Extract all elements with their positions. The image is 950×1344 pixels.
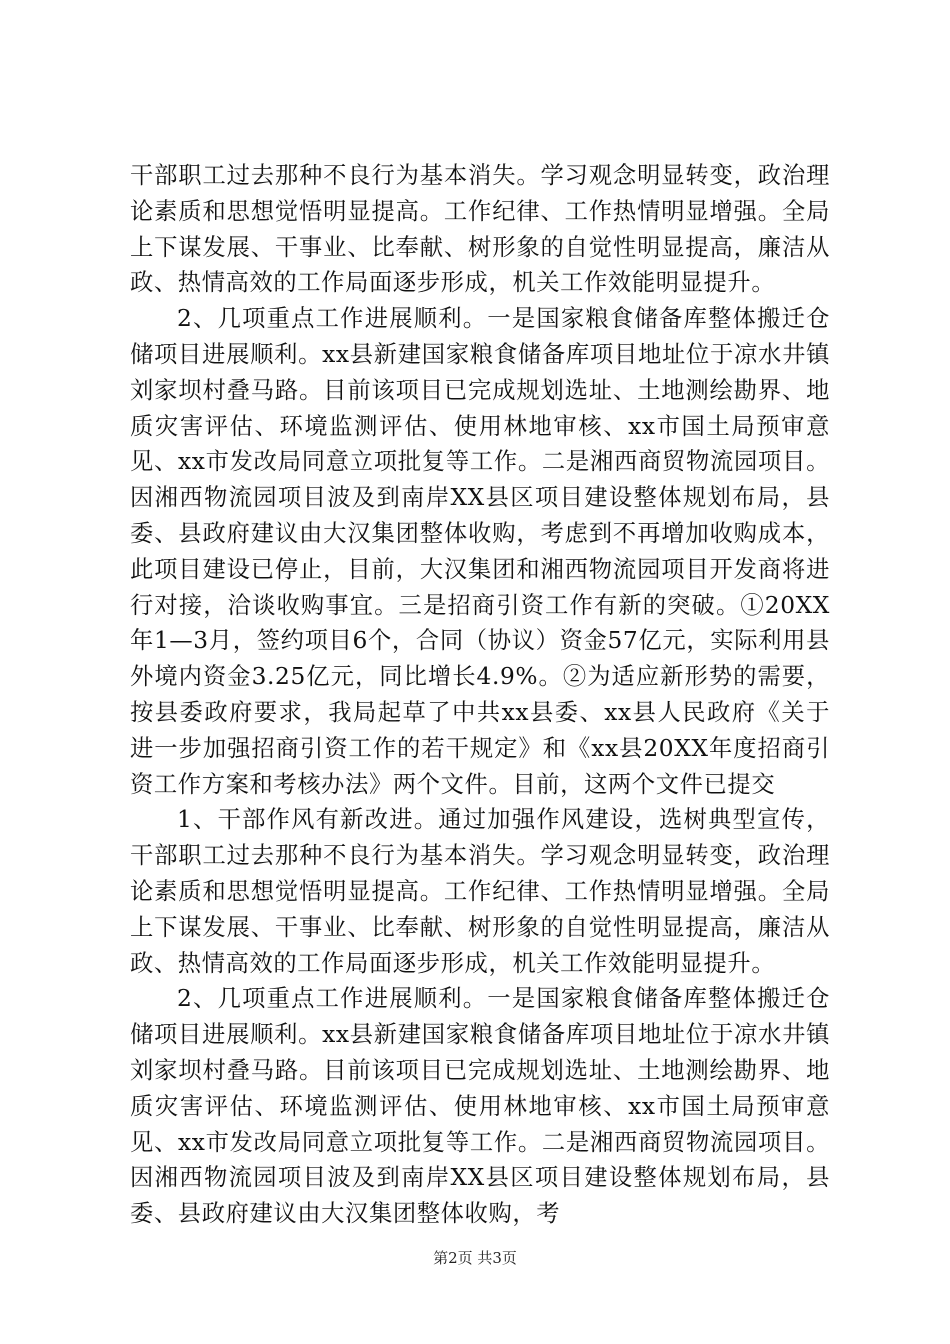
document-body — [130, 158, 830, 1232]
paragraph-2: 2、几项重点工作进展顺利。一是国家粮食储备库整体搬迁仓储项目进展顺利。xx县新建国家粮食储备库项目地址位于凉水井镇刘家坝村叠马路。目前该项目已完成规划选址、土地测绘勘界、地质灾害评估、环境监测评估、使用林地审核、xx市国土局预审意见、xx市发改局同意立项批复等工作。二是湘西商贸物流园项目。因湘西物流园项目波及到南岸XX县区项目建设整体规划布局，县委、县政府建议由大汉集团整体收购，考虑到不再增加收购成本，此项目建设已停止，目前，大汉集团和湘西物流园项目开发商将进行对接，洽谈收购事宜。三是招商引资工作有新的突破。①20XX年1—3月，签约项目6个，合同（协议）资金57亿元，实际利用县外境内资金3.25亿元，同比增长4.9%。②为适应新形势的需要，按县委政府要求，我局起草了中共xx县委、xx县人民政府《关于进一步加强招商引资工作的若干规定》和《xx县20XX年度招商引资工作方案和考核办法》两个文件。目前，这两个文件已提交 — [130, 305, 830, 798]
paragraph-4: 2、几项重点工作进展顺利。一是国家粮食储备库整体搬迁仓储项目进展顺利。xx县新建国家粮食储备库项目地址位于凉水井镇刘家坝村叠马路。目前该项目已完成规划选址、土地测绘勘界、地质灾害评估、环境监测评估、使用林地审核、xx市国土局预审意见、xx市发改局同意立项批复等工作。二是湘西商贸物流园项目。因湘西物流园项目波及到南岸XX县区项目建设整体规划布局，县委、县政府建议由大汉集团整体收购，考 — [130, 985, 830, 1228]
page-number-footer: 第2页 共3页 — [433, 1249, 517, 1267]
paragraph-3: 1、干部作风有新改进。通过加强作风建设，选树典型宣传，干部职工过去那种不良行为基本消失。学习观念明显转变，政治理论素质和思想觉悟明显提高。工作纪律、工作热情明显增强。全局上下谋发展、干事业、比奉献、树形象的自觉性明显提高，廉洁从政、热情高效的工作局面逐步形成，机关工作效能明显提升。 — [130, 806, 830, 977]
paragraph-1: 干部职工过去那种不良行为基本消失。学习观念明显转变，政治理论素质和思想觉悟明显提高。工作纪律、工作热情明显增强。全局上下谋发展、干事业、比奉献、树形象的自觉性明显提高，廉洁从政、热情高效的工作局面逐步形成，机关工作效能明显提升。 — [130, 162, 830, 297]
